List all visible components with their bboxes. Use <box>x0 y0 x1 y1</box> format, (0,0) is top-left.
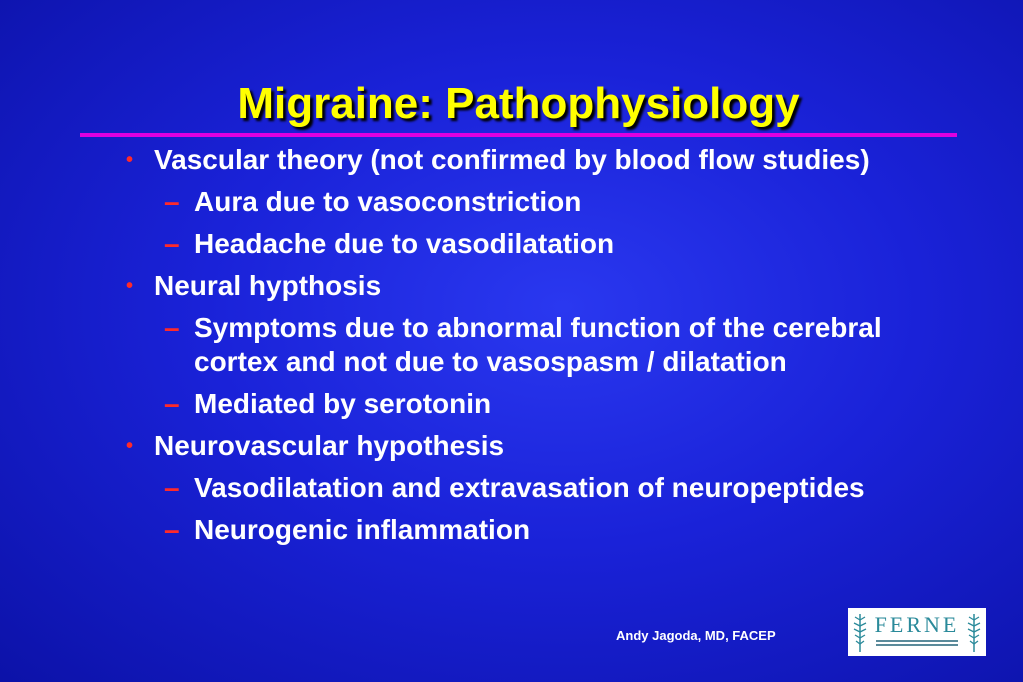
sub-bullet-marker: – <box>164 514 180 545</box>
author-credit: Andy Jagoda, MD, FACEP <box>616 628 776 643</box>
bullet-item <box>120 269 920 303</box>
sub-bullet-text: Vasodilatation and extravasation of neuropeptides <box>194 472 865 503</box>
sub-bullet-text: Aura due to vasoconstriction <box>194 186 582 217</box>
ferne-logo <box>848 608 986 656</box>
bullet-item <box>120 143 920 177</box>
sub-bullet-item <box>120 185 920 219</box>
title-divider <box>80 133 957 137</box>
sub-bullet-item <box>120 311 920 379</box>
sub-bullet-item <box>120 471 920 505</box>
bullet-text: Vascular theory (not confirmed by blood flow studies) <box>154 144 870 175</box>
sub-bullet-marker: – <box>164 472 180 503</box>
bullet-text: Neural hypthosis <box>154 270 382 301</box>
sub-bullet-item <box>120 387 920 421</box>
bullet-item <box>120 429 920 463</box>
bullet-list <box>120 143 920 555</box>
sub-bullet-item <box>120 513 920 547</box>
slide-title: Migraine: Pathophysiology <box>237 79 800 128</box>
sub-bullet-marker: – <box>164 388 180 419</box>
fern-leaf-icon <box>967 612 981 652</box>
sub-bullet-marker: – <box>164 186 180 217</box>
bullet-marker: • <box>126 435 134 457</box>
bullet-marker: • <box>126 149 134 171</box>
sub-bullet-text: Headache due to vasodilatation <box>194 228 615 259</box>
fern-leaf-icon <box>853 612 867 652</box>
bullet-marker: • <box>126 275 134 297</box>
sub-bullet-marker: – <box>164 312 180 343</box>
logo-tagline <box>868 638 966 650</box>
sub-bullet-item <box>120 227 920 261</box>
sub-bullet-marker: – <box>164 228 180 259</box>
bullet-text: Neurovascular hypothesis <box>154 430 505 461</box>
sub-bullet-text: Neurogenic inflammation <box>194 514 531 545</box>
sub-bullet-text: Symptoms due to abnormal function of the cerebral cortex and not due to vasospasm / dilatation <box>194 312 882 377</box>
logo-wordmark: FERNE <box>874 612 960 637</box>
sub-bullet-text: Mediated by serotonin <box>194 388 492 419</box>
